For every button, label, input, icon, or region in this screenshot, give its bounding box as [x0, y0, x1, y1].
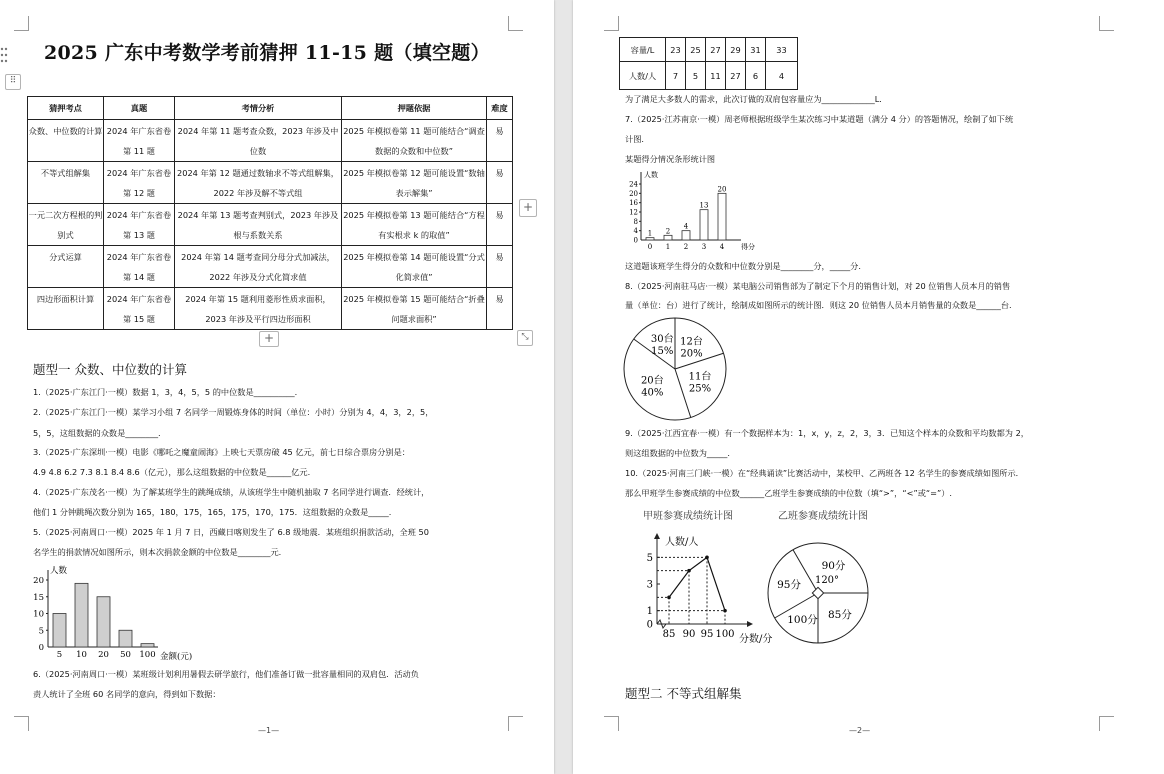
page-title: 2025 广东中考数学考前猜押 11-15 题（填空题） [44, 42, 490, 64]
crop-mark [508, 16, 523, 31]
cell-text: 易 [495, 210, 504, 220]
page-number: —1— [258, 726, 280, 735]
table-cell [104, 288, 175, 330]
x-tick-label: 10 [76, 650, 87, 660]
crop-mark [604, 16, 619, 31]
cell-text: 2025 年模拟卷第 15 题可能结合“折叠问题求面积” [343, 294, 485, 324]
cell-text: 2024 年广东省卷第 11 题 [106, 126, 172, 156]
data-point [723, 609, 727, 613]
table-header-cell: 真题 [104, 97, 175, 120]
slice-percent-label: 15% [651, 346, 674, 358]
table-cell [175, 204, 342, 246]
x-axis-label: 金额(元) [160, 652, 193, 662]
cell-text: 2024 年广东省卷第 15 题 [106, 294, 172, 324]
data-label: 1 [647, 229, 653, 238]
cell-text: 2025 年模拟卷第 11 题可能结合“调查数据的众数和中位数” [343, 126, 485, 156]
capacity-table [619, 37, 798, 90]
cell-text: 2024 年第 13 题考查判别式，2023 年涉及根与系数关系 [177, 210, 339, 240]
question-text: 10.（2025·河南三门峡·一模）在“经典诵读”比赛活动中，某校甲、乙两班各 12 名学生的参赛成绩如图所示． [625, 468, 1024, 478]
table-cell [28, 204, 104, 246]
question-text: 则这组数据的中位数为_____. [625, 448, 730, 458]
score-bar-chart [623, 168, 763, 254]
crop-mark [508, 716, 523, 731]
cell-text: 2024 年第 12 题通过数轴求不等式组解集，2022 年涉及解不等式组 [177, 168, 339, 198]
x-axis-label: 得分 [741, 243, 755, 251]
cell-text: 易 [495, 252, 504, 262]
question-text: 6.（2025·河南周口·一模）某班级计划利用暑假去研学旅行，他们准备订做一批容量相同的双肩包．活动负 [33, 669, 419, 679]
slice-label: 30台 [650, 334, 674, 346]
y-tick-label: 16 [629, 199, 638, 208]
bar [718, 193, 726, 240]
table-header-cell: 猜押考点 [28, 97, 104, 120]
data-label: 2 [665, 227, 671, 236]
x-tick-label: 95 [700, 629, 714, 640]
table-cell [342, 120, 487, 162]
question-text: 计图. [625, 134, 644, 144]
slice-percent-label: 20% [680, 348, 703, 360]
cell-text: 2024 年广东省卷第 13 题 [106, 210, 172, 240]
cell-text: 2025 年模拟卷第 13 题可能结合“方程有实根求 k 的取值” [343, 210, 485, 240]
cell-text: 易 [495, 294, 504, 304]
table-row [28, 120, 513, 162]
table-cell [175, 288, 342, 330]
data-point [705, 556, 709, 560]
y-axis-arrow [654, 533, 660, 539]
bar [141, 644, 154, 647]
table-cell [487, 120, 513, 162]
angle-annotation: 120° [814, 575, 840, 586]
y-tick-label: 5 [38, 626, 44, 637]
cell-text: 2024 年第 11 题考查众数，2023 年涉及中位数 [177, 126, 339, 156]
bar [53, 614, 66, 648]
slice-label: 95分 [777, 579, 801, 592]
table-cell: 4 [766, 62, 798, 90]
chart-title: 某题得分情况条形统计图 [625, 154, 716, 164]
table-cell: 33 [766, 38, 798, 62]
x-tick-label: 100 [139, 650, 156, 660]
question-text: 量（单位：台）进行了统计，绘制成如图所示的统计图．则这 20 位销售人员本月销售量的众数是______台. [625, 300, 1012, 310]
table-cell [28, 246, 104, 288]
question-text: 8.（2025·河南驻马店·一模）某电脑公司销售部为了制定下个月的销售计划，对 20 位销售人员本月的销售 [625, 281, 1011, 291]
y-tick-label: 3 [646, 579, 653, 591]
table-cell [28, 288, 104, 330]
table-cell [487, 204, 513, 246]
page-1 [0, 0, 554, 774]
cell-text: 众数、中位数的计算 [28, 126, 103, 136]
series-line [669, 557, 725, 610]
table-row [28, 162, 513, 204]
table-header-cell: 押题依据 [342, 97, 487, 120]
table-cell: 5 [686, 62, 706, 90]
slice-label: 12台 [680, 336, 703, 348]
table-cell [28, 120, 104, 162]
add-column-button[interactable]: + [519, 199, 537, 217]
page-2 [573, 0, 1164, 774]
table-cell: 25 [686, 38, 706, 62]
question-text: 1.（2025·广东江门·一模）数据 1，3，4，5，5 的中位数是__________. [33, 387, 298, 397]
cell-text: 四边形面积计算 [36, 294, 95, 304]
table-header-cell: 考情分析 [175, 97, 342, 120]
y-tick-label: 1 [646, 606, 653, 618]
cell-text: 2025 年模拟卷第 12 题可能设置“数轴表示解集” [343, 168, 485, 198]
table-cell [487, 288, 513, 330]
table-cell: 23 [666, 38, 686, 62]
table-cell: 27 [726, 62, 746, 90]
x-tick-label: 85 [662, 629, 676, 640]
question-text: 他们 1 分钟跳绳次数分别为 165，180，175，165，175，170，175．这组数据的众数是_____. [33, 507, 392, 517]
table-cell [28, 162, 104, 204]
y-tick-label: 12 [629, 208, 638, 217]
x-axis-arrow [747, 621, 753, 627]
table-cell [487, 162, 513, 204]
cell-text: 分式运算 [49, 252, 82, 262]
y-tick-label: 4 [633, 227, 638, 236]
crop-mark [1099, 16, 1114, 31]
drag-handle-icon[interactable] [0, 46, 8, 64]
table-cell [104, 246, 175, 288]
table-cell [342, 288, 487, 330]
table-cell: 27 [706, 38, 726, 62]
question-text: 4.（2025·广东茂名·一模）为了解某班学生的跳绳成绩，从该班学生中随机抽取 7 名同学进行调查．经统计， [33, 487, 430, 497]
data-point [667, 596, 671, 600]
table-cell [342, 162, 487, 204]
y-tick-label: 20 [33, 576, 44, 586]
x-tick-label: 50 [120, 650, 131, 660]
y-tick-label: 15 [33, 592, 44, 603]
bar [664, 235, 672, 240]
y-axis-label: 人数/人 [665, 537, 699, 548]
cell-text: 2024 年第 14 题考查同分母分式加减法，2022 年涉及分式化简求值 [181, 252, 335, 282]
data-label: 4 [683, 222, 689, 231]
bar [75, 583, 88, 647]
table-cell [104, 120, 175, 162]
question-text: 5.（2025·河南周口·一模）2025 年 1 月 7 日，西藏日喀则发生了 6.8 级地震．某班组织捐款活动，全班 50 [33, 527, 429, 537]
question-text: 5，5，这组数据的众数是________. [33, 428, 161, 438]
x-tick-label: 3 [701, 243, 707, 251]
x-tick-label: 100 [715, 629, 735, 640]
chart-title: 乙班参赛成绩统计图 [778, 511, 868, 522]
table-cell [175, 120, 342, 162]
x-tick-label: 5 [56, 650, 63, 660]
table-cell [104, 162, 175, 204]
table-header-cell: 难度 [487, 97, 513, 120]
question-text: 名学生的捐款情况如图所示，则本次捐款金额的中位数是________元. [33, 547, 282, 557]
cell-text: 2024 年广东省卷第 14 题 [106, 252, 172, 282]
question-text: 为了满足大多数人的需求，此次订做的双肩包容量应为_____________L. [625, 94, 882, 104]
question-text: 这道题该班学生得分的众数和中位数分别是________分，_____分. [625, 261, 861, 271]
data-label: 20 [717, 185, 727, 194]
bar [97, 597, 110, 647]
exam-guess-table [27, 96, 513, 330]
crop-mark [14, 16, 29, 31]
table-cell [342, 246, 487, 288]
table-cell [104, 204, 175, 246]
bar [682, 231, 690, 240]
crop-mark [1099, 716, 1114, 731]
cell-text: 2024 年第 15 题利用菱形性质求面积，2023 年涉及平行四边形面积 [185, 294, 331, 324]
table-cell: 6 [746, 62, 766, 90]
cell-text: 2024 年广东省卷第 12 题 [106, 168, 172, 198]
section-heading: 题型一 众数、中位数的计算 [33, 362, 187, 377]
bar [119, 630, 132, 647]
class-b-pie-chart [765, 540, 875, 650]
y-tick-label: 20 [629, 189, 638, 198]
table-row [28, 204, 513, 246]
table-cell: 31 [746, 38, 766, 62]
y-axis-label: 人数 [644, 171, 658, 179]
cell-text: 一元二次方程根的判别式 [28, 210, 103, 240]
slice-percent-label: 25% [688, 383, 712, 395]
cell-text: 2025 年模拟卷第 14 题可能设置“分式化简求值” [343, 252, 485, 282]
question-text: 4.9 4.8 6.2 7.3 8.1 8.4 8.6（亿元），那么这组数据的中位数是______亿元. [33, 467, 311, 477]
y-tick-label: 0 [646, 619, 653, 631]
table-cell: 7 [666, 62, 686, 90]
cell-text: 易 [495, 126, 504, 136]
table-cell [487, 246, 513, 288]
y-tick-label: 24 [629, 180, 638, 189]
question-text: 3.（2025·广东深圳·一模）电影《哪吒之魔童闹海》上映七天票房破 45 亿元，前七日综合票房分别是： [33, 447, 410, 457]
slice-percent-label: 40% [641, 387, 664, 399]
y-axis-label: 人数 [50, 566, 68, 576]
add-row-button[interactable]: + [259, 331, 279, 347]
table-row [28, 246, 513, 288]
section-heading: 题型二 不等式组解集 [625, 686, 742, 701]
y-tick-label: 5 [646, 552, 653, 564]
table-row [620, 38, 798, 62]
table-cell: 人数/人 [620, 62, 666, 90]
bar [700, 210, 708, 240]
donation-bar-chart [28, 562, 218, 664]
x-tick-label: 20 [98, 650, 109, 660]
page-number: —2— [849, 726, 871, 735]
crop-mark [604, 716, 619, 731]
table-row [28, 288, 513, 330]
x-axis-label: 分数/分 [739, 634, 773, 645]
x-tick-label: 0 [647, 243, 653, 251]
y-tick-label: 0 [633, 236, 638, 245]
chart-title: 甲班参赛成绩统计图 [643, 511, 733, 522]
question-text: 责人统计了全班 60 名同学的意向，得到如下数据： [33, 689, 221, 699]
x-tick-label: 2 [683, 243, 689, 251]
slice-label: 11台 [688, 371, 712, 383]
cell-text: 易 [495, 168, 504, 178]
question-text: 2.（2025·广东江门·一模）某学习小组 7 名同学一周锻炼身体的时间（单位：小时）分别为 4，4，3，2，5， [33, 407, 434, 417]
y-tick-label: 10 [33, 609, 44, 620]
cell-text: 不等式组解集 [40, 168, 91, 178]
question-text: 9.（2025·江西宜春·一模）有一个数据样本为：1，x，y，z，2，3，3．已知这个样本的众数和平均数都为 2， [625, 428, 1029, 438]
table-cell [175, 246, 342, 288]
table-header-row [28, 97, 513, 120]
table-row [620, 62, 798, 90]
x-tick-label: 1 [665, 243, 671, 251]
class-a-line-chart [629, 530, 773, 650]
crop-mark [14, 716, 29, 731]
table-cell: 29 [726, 38, 746, 62]
y-tick-label: 0 [38, 643, 44, 653]
x-tick-label: 4 [719, 243, 725, 251]
data-point [687, 569, 691, 573]
table-resize-icon[interactable]: ⤡ [517, 330, 533, 346]
x-tick-label: 90 [682, 629, 696, 640]
slice-label: 90分 [821, 560, 846, 573]
y-tick-label: 8 [633, 217, 638, 226]
slice-label: 20台 [640, 375, 664, 387]
question-text: 那么甲班学生参赛成绩的中位数______乙班学生参赛成绩的中位数（填“>”，“<”或“=”）. [625, 488, 953, 498]
data-label: 13 [699, 201, 709, 210]
question-text: 7.（2025·江苏南京·一模）周老师根据班级学生某次练习中某道题（满分 4 分）的答题情况，绘制了如下统 [625, 114, 1014, 124]
bar [646, 238, 654, 240]
slice-label: 100分 [787, 613, 818, 626]
table-move-handle-icon[interactable]: ⠿ [5, 74, 21, 90]
table-cell: 11 [706, 62, 726, 90]
table-cell [175, 162, 342, 204]
table-cell: 容量/L [620, 38, 666, 62]
table-cell [342, 204, 487, 246]
slice-label: 85分 [827, 608, 852, 621]
sales-pie-chart [623, 316, 733, 426]
